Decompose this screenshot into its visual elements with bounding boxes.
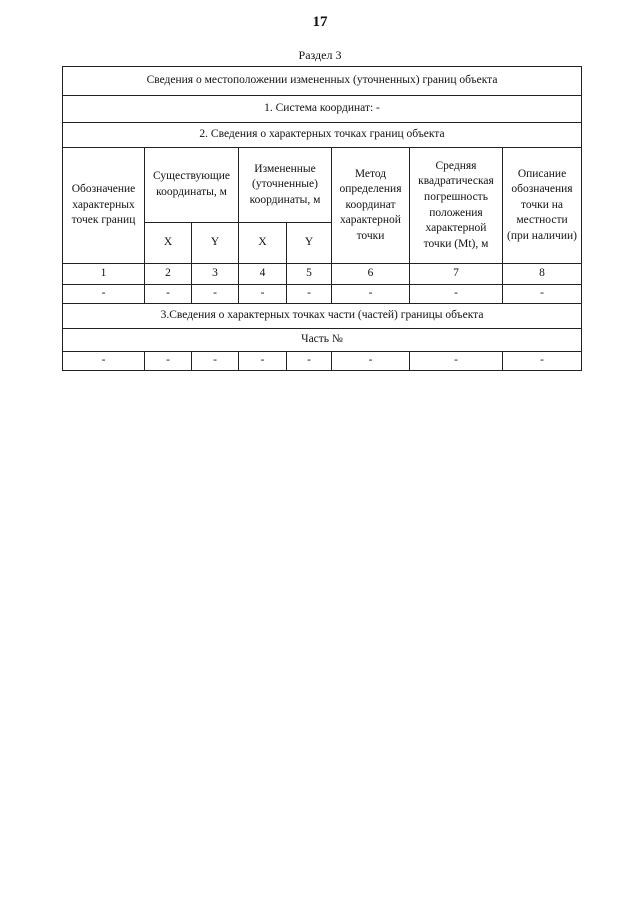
boundary-table	[62, 66, 582, 371]
header-accuracy: Средняя квадратическая погрешность положения характерной точки (Mt), м	[410, 148, 503, 264]
table-cell: -	[332, 352, 410, 371]
part-number-row	[63, 329, 582, 352]
header-designation: Обозначение характерных точек границ	[63, 148, 145, 264]
table-cell: -	[145, 285, 192, 304]
table-cell: -	[192, 285, 239, 304]
section-label: Раздел 3	[298, 48, 342, 62]
header-description: Описание обозначения точки на местности (при наличии)	[503, 148, 582, 264]
header-row	[63, 148, 582, 223]
char-points-title: 2. Сведения о характерных точках границ объекта	[63, 123, 582, 148]
table-cell: -	[192, 352, 239, 371]
table-title: Сведения о местоположении измененных (уточненных) границ объекта	[63, 67, 582, 96]
table-cell: -	[503, 352, 582, 371]
table-cell: -	[410, 285, 503, 304]
table-row	[63, 285, 582, 304]
column-number: 2	[145, 264, 192, 285]
table-cell: -	[239, 285, 287, 304]
column-number: 8	[503, 264, 582, 285]
column-numbers-row	[63, 264, 582, 285]
table-cell: -	[332, 285, 410, 304]
page-number: 17	[312, 14, 328, 30]
table-cell: -	[410, 352, 503, 371]
header-changed-coords: Измененные (уточненные) координаты, м	[239, 148, 332, 223]
header-changed-x: X	[239, 223, 287, 264]
header-existing-x: X	[145, 223, 192, 264]
column-number: 6	[332, 264, 410, 285]
header-method: Метод определения координат характерной точки	[332, 148, 410, 264]
table-cell: -	[63, 285, 145, 304]
table-cell: -	[239, 352, 287, 371]
coord-system-row	[63, 96, 582, 123]
char-points-title-row	[63, 123, 582, 148]
table-cell: -	[63, 352, 145, 371]
table-row	[63, 352, 582, 371]
column-number: 4	[239, 264, 287, 285]
column-number: 5	[287, 264, 332, 285]
column-number: 3	[192, 264, 239, 285]
table-cell: -	[503, 285, 582, 304]
table-cell: -	[287, 285, 332, 304]
coord-system: 1. Система координат: -	[63, 96, 582, 123]
header-existing-coords: Существующие координаты, м	[145, 148, 239, 223]
table-cell: -	[287, 352, 332, 371]
table-title-row	[63, 67, 582, 96]
header-existing-y: Y	[192, 223, 239, 264]
part-number-label: Часть №	[63, 329, 582, 352]
part-title: 3.Сведения о характерных точках части (частей) границы объекта	[63, 304, 582, 329]
column-number: 7	[410, 264, 503, 285]
table-cell: -	[145, 352, 192, 371]
header-changed-y: Y	[287, 223, 332, 264]
column-number: 1	[63, 264, 145, 285]
part-title-row	[63, 304, 582, 329]
